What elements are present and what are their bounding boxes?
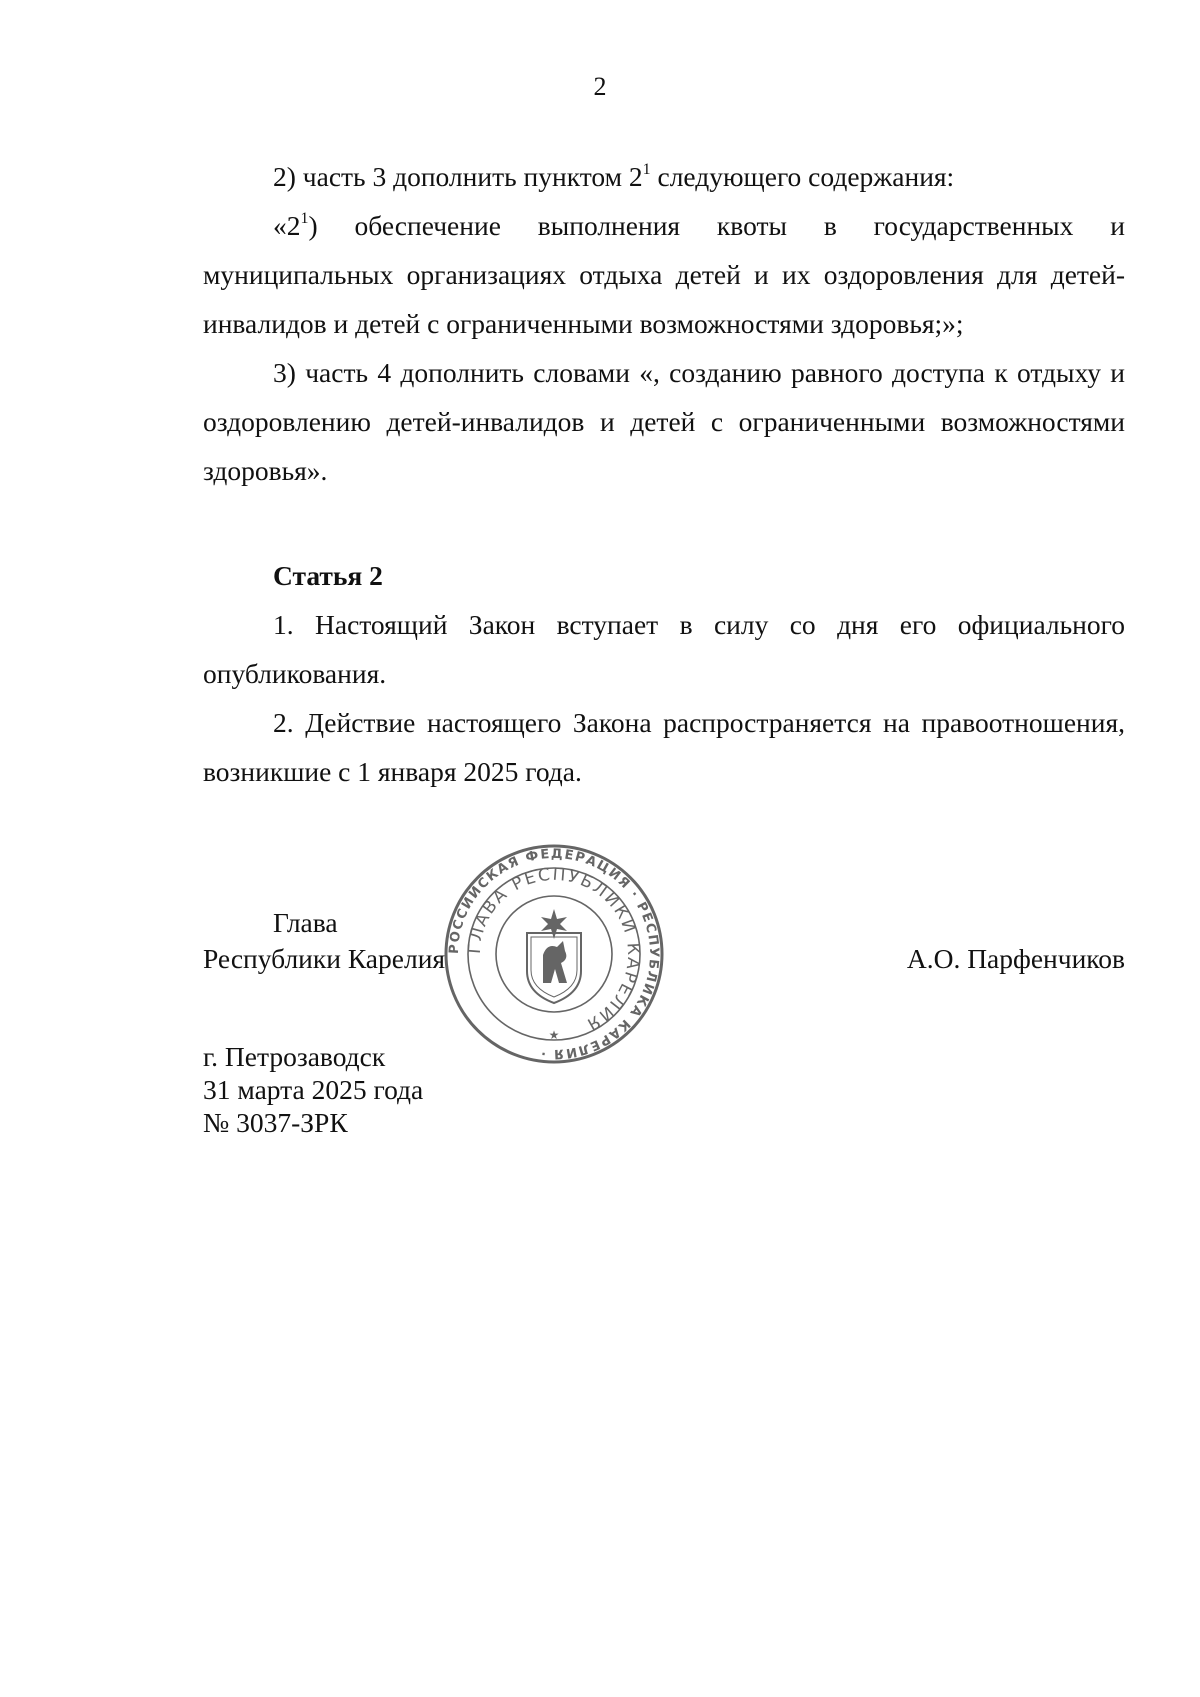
amendment-item-2-intro-text: 2) часть 3 дополнить пунктом 2 — [273, 161, 643, 192]
seal-inner-text-path: ГЛАВА РЕСПУБЛИКИ КАРЕЛИЯ — [464, 864, 644, 1035]
superscript: 1 — [300, 210, 309, 227]
signatory-name: А.О. Парфенчиков — [906, 943, 1125, 974]
amendment-item-3: 3) часть 4 дополнить словами «, созданию равного доступа к отдыху и оздоровлению детей-инвалидов и детей с ограниченными возможностями здоровья». — [203, 357, 1125, 486]
seal-star-icon: ★ — [548, 1028, 560, 1042]
official-seal-stamp — [443, 843, 665, 1065]
signatory-title-line-2: Республики Карелия — [203, 943, 446, 974]
amendment-quote-text: ) обеспечение выполнения квоты в государственных и муниципальных организациях отдыха детей и их оздоровления для детей-инвалидов и детей с ограниченными возможностями здоровья;»; — [203, 210, 1125, 339]
seal-outer-text-path: РОССИЙСКАЯ ФЕДЕРАЦИЯ · РЕСПУБЛИКА КАРЕЛИЯ · — [446, 846, 662, 1062]
article-2-paragraph-1: 1. Настоящий Закон вступает в силу со дня его официального опубликования. — [203, 609, 1125, 689]
superscript: 1 — [642, 161, 651, 178]
signing-date: 31 марта 2025 года — [203, 1074, 424, 1105]
coat-of-arms-icon — [527, 909, 581, 1003]
law-number: № 3037-ЗРК — [203, 1107, 348, 1138]
place-date-block — [203, 1040, 423, 1139]
article-2-heading: Статья 2 — [273, 560, 383, 591]
document-body — [203, 152, 1125, 796]
signatory-title-line-1: Глава — [273, 907, 338, 938]
amendment-item-2-intro-tail: следующего содержания: — [650, 161, 955, 192]
amendment-quote-open: «2 — [273, 210, 301, 241]
signing-city: г. Петрозаводск — [203, 1041, 386, 1072]
page-number: 2 — [593, 72, 607, 101]
article-2-paragraph-2: 2. Действие настоящего Закона распространяется на правоотношения, возникшие с 1 января 2025 года. — [203, 707, 1125, 787]
amendment-item-2-quote — [203, 201, 1125, 348]
amendment-item-2-intro — [203, 152, 1125, 201]
